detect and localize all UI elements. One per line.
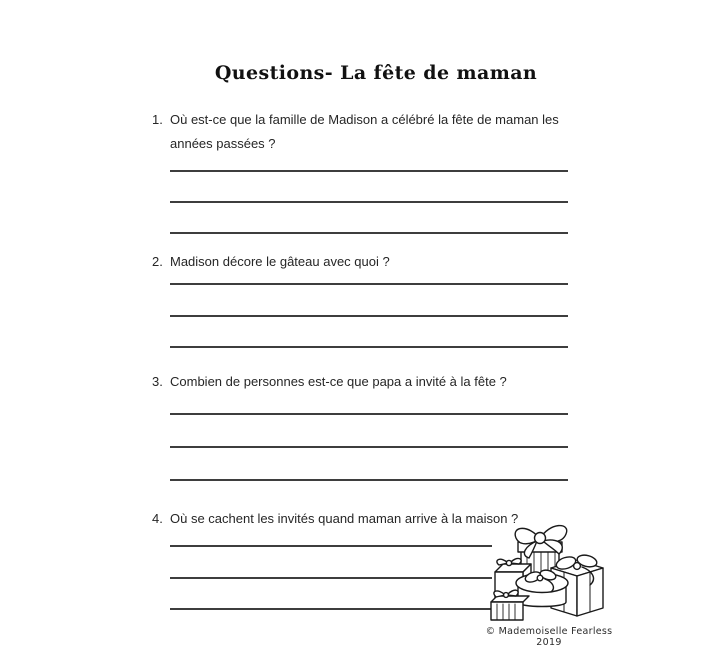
answer-line-q4-2 bbox=[170, 577, 492, 579]
answer-line-q2-3 bbox=[170, 346, 568, 348]
question-3-text: Combien de personnes est-ce que papa a invité à la fête ? bbox=[170, 374, 507, 389]
answer-line-q1-3 bbox=[170, 232, 568, 234]
page-title: Questions- La fête de maman bbox=[214, 62, 538, 84]
answer-line-q2-1 bbox=[170, 283, 568, 285]
question-2-number: 2. bbox=[152, 254, 163, 269]
answer-line-q3-3 bbox=[170, 479, 568, 481]
question-3 bbox=[152, 370, 602, 394]
question-4-text: Où se cachent les invités quand maman arrive à la maison ? bbox=[170, 511, 519, 526]
answer-line-q1-1 bbox=[170, 170, 568, 172]
question-2-text: Madison décore le gâteau avec quoi ? bbox=[170, 254, 390, 269]
answer-line-q4-3 bbox=[170, 608, 492, 610]
answer-line-q1-2 bbox=[170, 201, 568, 203]
answer-line-q4-1 bbox=[170, 545, 492, 547]
question-1 bbox=[152, 108, 580, 156]
answer-line-q3-2 bbox=[170, 446, 568, 448]
question-1-number: 1. bbox=[152, 112, 163, 127]
answer-line-q3-1 bbox=[170, 413, 568, 415]
question-3-number: 3. bbox=[152, 374, 163, 389]
question-4-number: 4. bbox=[152, 511, 163, 526]
question-2 bbox=[152, 250, 602, 274]
answer-line-q2-2 bbox=[170, 315, 568, 317]
copyright-attribution: © Mademoiselle Fearless 2019 bbox=[485, 626, 613, 648]
question-1-text: Où est-ce que la famille de Madison a célébré la fête de maman les années passées ? bbox=[170, 112, 559, 151]
presents-pile-icon bbox=[487, 518, 613, 623]
